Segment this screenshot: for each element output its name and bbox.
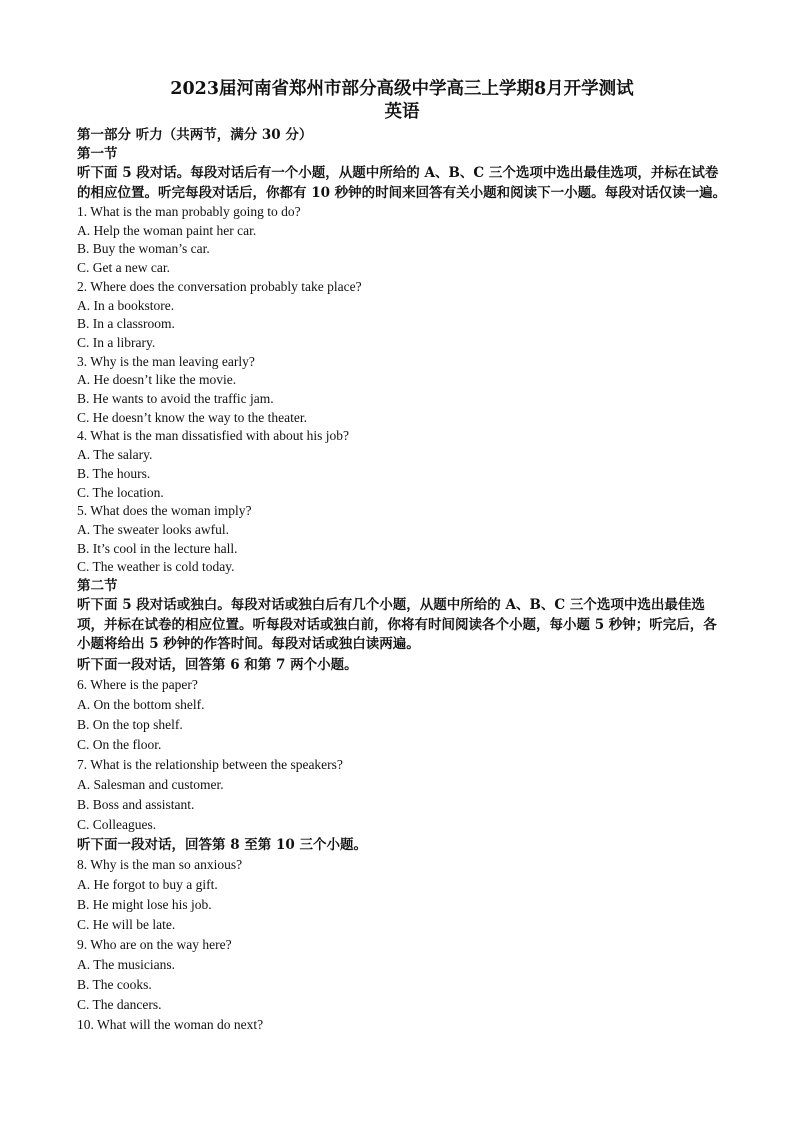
section-heading: 第一节 [77, 146, 118, 162]
question-line: 7. What is the relationship between the speakers? [77, 756, 343, 772]
question-line: 1. What is the man probably going to do? [77, 204, 301, 219]
question-line: C. In a library. [77, 334, 156, 350]
part-heading: 第一部分 听力（共两节，满分 30 分） [77, 127, 313, 143]
question-line: C. On the floor. [77, 736, 162, 752]
group2-questions [77, 855, 727, 1035]
question-line: B. He wants to avoid the traffic jam. [77, 391, 274, 407]
question-line: C. He doesn’t know the way to the theater. [77, 409, 307, 425]
question-line: 5. What does the woman imply? [77, 503, 252, 519]
question-line: 6. Where is the paper? [77, 676, 198, 692]
question-line: B. In a classroom. [77, 316, 175, 332]
question-line: B. It’s cool in the lecture hall. [77, 540, 238, 556]
question-line: 9. Who are on the way here? [77, 936, 232, 952]
question-line: C. Colleagues. [77, 816, 157, 832]
question-line: A. He doesn’t like the movie. [77, 372, 237, 388]
question-line: A. Help the woman paint her car. [77, 222, 257, 238]
section-instructions: 听下面 5 段对话。每段对话后有一个小题，从题中所给的 A、B、C 三个选项中选出最佳选项，并标在试卷的相应位置。听完每段对话后，你都有 10 秒钟的时间来回答有关小题和阅读下一小题。每段对话仅读一遍。 [77, 165, 727, 201]
question-line: 8. Why is the man so anxious? [77, 856, 243, 872]
group1-questions [77, 675, 727, 835]
question-line: B. Boss and assistant. [77, 796, 195, 812]
exam-subject: 英语 [384, 102, 420, 122]
exam-title: 2023届河南省郑州市部分高级中学高三上学期8月开学测试 [170, 79, 634, 99]
section1-questions [77, 203, 727, 577]
question-line: 2. Where does the conversation probably take place? [77, 278, 362, 294]
question-line: A. Salesman and customer. [77, 776, 224, 792]
question-line: A. He forgot to buy a gift. [77, 876, 218, 892]
section-instructions: 听下面 5 段对话或独白。每段对话或独白后有几个小题，从题中所给的 A、B、C 三个选项中选出最佳选项，并标在试卷的相应位置。听每段对话或独白前，你将有时间阅读各个小题，每小题 5 秒钟；听完后，各小题将给出 5 秒钟的作答时间。每段对话或独白读两遍。 [77, 597, 717, 653]
question-line: B. He might lose his job. [77, 896, 212, 912]
question-line: B. The cooks. [77, 976, 152, 992]
question-line: A. The musicians. [77, 956, 175, 972]
question-line: B. On the top shelf. [77, 716, 183, 732]
section-heading: 第二节 [77, 578, 118, 595]
question-group-prompt: 听下面一段对话，回答第 8 至第 10 三个小题。 [77, 836, 367, 853]
question-line: C. Get a new car. [77, 260, 170, 276]
question-line: A. In a bookstore. [77, 297, 175, 313]
question-line: 4. What is the man dissatisfied with about his job? [77, 428, 349, 444]
question-line: C. The weather is cold today. [77, 559, 235, 575]
question-line: A. On the bottom shelf. [77, 696, 205, 712]
question-line: A. The salary. [77, 447, 153, 463]
question-line: C. He will be late. [77, 916, 176, 932]
question-line: B. The hours. [77, 465, 151, 481]
question-line: 3. Why is the man leaving early? [77, 353, 255, 369]
question-line: C. The dancers. [77, 996, 162, 1012]
question-line: 10. What will the woman do next? [77, 1016, 264, 1032]
exam-page [77, 78, 727, 1035]
question-line: C. The location. [77, 484, 164, 500]
question-line: B. Buy the woman’s car. [77, 241, 210, 257]
question-line: A. The sweater looks awful. [77, 521, 229, 537]
question-group-prompt: 听下面一段对话，回答第 6 和第 7 两个小题。 [77, 656, 358, 673]
